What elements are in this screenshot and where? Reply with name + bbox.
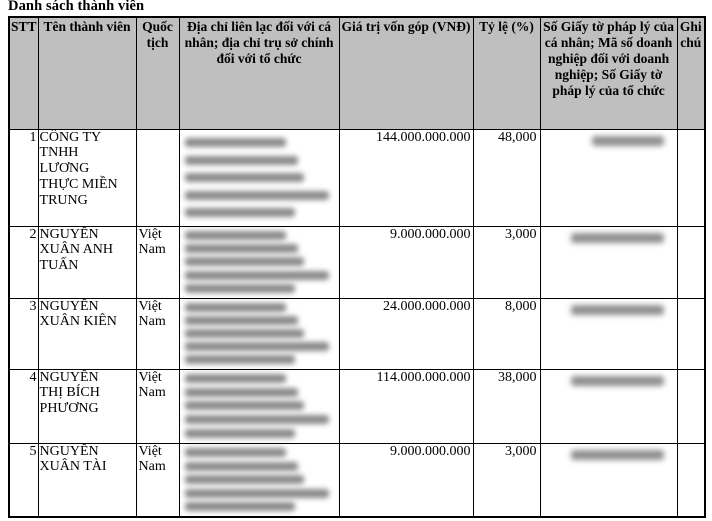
redacted-legal-id-block	[543, 443, 671, 512]
capital-value-cell: 9.000.000.000	[339, 226, 473, 298]
redacted-text-line	[185, 156, 298, 165]
redacted-id-number	[592, 136, 664, 146]
nationality-cell: Việt Nam	[136, 226, 179, 298]
stt-cell: 4	[9, 369, 38, 443]
legal-id-cell	[540, 369, 677, 443]
redacted-text-line	[185, 271, 330, 280]
note-cell	[677, 129, 705, 226]
capital-value-cell: 144.000.000.000	[339, 129, 473, 226]
redacted-legal-id-block	[543, 298, 671, 365]
ratio-cell: 3,000	[473, 443, 540, 517]
header-stt: STT	[9, 17, 38, 129]
header-note: Ghi chú	[677, 17, 705, 129]
redacted-legal-id-block	[543, 129, 671, 222]
redacted-text-line	[185, 191, 330, 200]
redacted-text-line	[185, 329, 304, 338]
ratio-cell: 8,000	[473, 298, 540, 369]
legal-id-cell	[540, 443, 677, 517]
stt-cell: 3	[9, 298, 38, 369]
redacted-text-line	[185, 374, 286, 383]
redacted-address-block	[181, 369, 338, 443]
header-capital-value: Giá trị vốn góp (VNĐ)	[339, 17, 473, 129]
legal-id-cell	[540, 226, 677, 298]
note-cell	[677, 226, 705, 298]
capital-value-cell: 24.000.000.000	[339, 298, 473, 369]
member-name-cell: NGUYỄN THỊ BÍCH PHƯƠNG	[38, 369, 136, 443]
address-cell	[179, 443, 339, 517]
header-legal-id: Số Giấy tờ pháp lý của cá nhân; Mã số doanh nghiệp đối với doanh nghiệp; Số Giấy tờ pháp lý của tổ chức	[540, 17, 677, 129]
page-title: Danh sách thành viên	[8, 0, 145, 14]
address-cell	[179, 226, 339, 298]
redacted-text-line	[185, 284, 295, 293]
member-name-cell: NGUYỄN XUÂN ANH TUẤN	[38, 226, 136, 298]
note-cell	[677, 298, 705, 369]
stt-cell: 2	[9, 226, 38, 298]
table-row	[9, 129, 705, 226]
redacted-id-number	[571, 376, 663, 386]
redacted-text-line	[185, 173, 304, 182]
nationality-cell: Việt Nam	[136, 443, 179, 517]
redacted-text-line	[185, 462, 298, 471]
redacted-id-number	[571, 305, 663, 315]
nationality-cell	[136, 129, 179, 226]
redacted-text-line	[185, 401, 304, 410]
redacted-text-line	[185, 244, 298, 253]
note-cell	[677, 369, 705, 443]
redacted-text-line	[185, 429, 295, 438]
redacted-text-line	[185, 475, 304, 484]
redacted-text-line	[185, 415, 330, 424]
redacted-text-line	[185, 388, 298, 397]
stt-cell: 1	[9, 129, 38, 226]
table-header	[9, 17, 705, 129]
capital-value-cell: 9.000.000.000	[339, 443, 473, 517]
redacted-id-number	[571, 450, 663, 460]
table-row	[9, 369, 705, 443]
legal-id-cell	[540, 298, 677, 369]
redacted-legal-id-block	[543, 369, 671, 439]
ratio-cell: 3,000	[473, 226, 540, 298]
redacted-text-line	[185, 208, 295, 217]
members-table	[8, 16, 706, 518]
redacted-text-line	[185, 448, 286, 457]
redacted-address-block	[181, 226, 338, 298]
redacted-address-block	[181, 129, 338, 226]
table-row	[9, 443, 705, 517]
redacted-address-block	[181, 298, 338, 369]
stt-cell: 5	[9, 443, 38, 517]
member-name-cell: NGUYỄN XUÂN TÀI	[38, 443, 136, 517]
note-cell	[677, 443, 705, 517]
redacted-text-line	[185, 355, 295, 364]
nationality-cell: Việt Nam	[136, 298, 179, 369]
header-ratio: Tỷ lệ (%)	[473, 17, 540, 129]
redacted-text-line	[185, 342, 330, 351]
redacted-text-line	[185, 138, 286, 147]
redacted-id-number	[571, 233, 663, 243]
nationality-cell: Việt Nam	[136, 369, 179, 443]
address-cell	[179, 298, 339, 369]
ratio-cell: 48,000	[473, 129, 540, 226]
redacted-text-line	[185, 502, 295, 511]
header-row	[9, 17, 705, 129]
table-row	[9, 298, 705, 369]
redacted-text-line	[185, 316, 298, 325]
redacted-legal-id-block	[543, 226, 671, 294]
redacted-text-line	[185, 231, 286, 240]
member-name-cell: CÔNG TY TNHH LƯƠNG THỰC MIỀN TRUNG	[38, 129, 136, 226]
redacted-text-line	[185, 303, 286, 312]
address-cell	[179, 369, 339, 443]
header-member-name: Tên thành viên	[38, 17, 136, 129]
header-address: Địa chỉ liên lạc đối với cá nhân; địa chỉ trụ sở chính đối với tổ chức	[179, 17, 339, 129]
ratio-cell: 38,000	[473, 369, 540, 443]
address-cell	[179, 129, 339, 226]
legal-id-cell	[540, 129, 677, 226]
redacted-text-line	[185, 257, 304, 266]
member-name-cell: NGUYỄN XUÂN KIÊN	[38, 298, 136, 369]
capital-value-cell: 114.000.000.000	[339, 369, 473, 443]
table-body	[9, 129, 705, 517]
table-row	[9, 226, 705, 298]
header-nationality: Quốc tịch	[136, 17, 179, 129]
redacted-address-block	[181, 443, 338, 517]
redacted-text-line	[185, 489, 330, 498]
